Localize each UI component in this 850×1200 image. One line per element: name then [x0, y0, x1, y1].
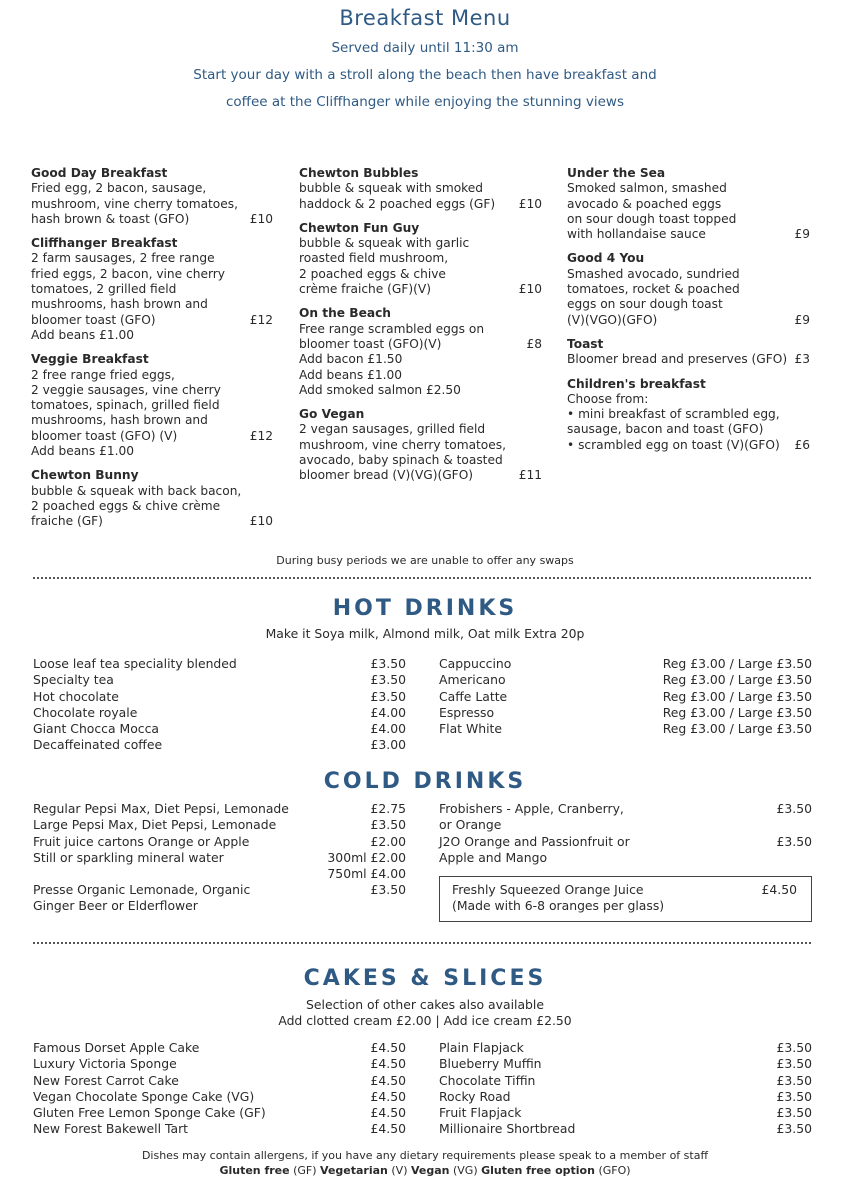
- item-name: Rocky Road: [439, 1088, 511, 1104]
- intro-line-1: Start your day with a stroll along the beach then have breakfast and: [193, 67, 657, 83]
- cold-drink-item: [439, 801, 812, 834]
- item-price: 300ml £2.00: [327, 849, 406, 865]
- cold-drinks-right: [439, 801, 812, 866]
- item-last-line: [567, 227, 810, 242]
- item-name: Blueberry Muffin: [439, 1056, 542, 1072]
- item-price: £4.50: [370, 1072, 406, 1088]
- item-name: Good Day Breakfast: [31, 166, 168, 180]
- breakfast-column-2: [299, 166, 542, 493]
- cold-drink-item: [439, 834, 812, 867]
- item-price: £3.50: [776, 1105, 812, 1121]
- item-name: Vegan Chocolate Sponge Cake (VG): [33, 1088, 255, 1104]
- item-price: £11: [518, 468, 542, 483]
- item-extra: Add beans £1.00: [31, 327, 135, 342]
- cake-row: [33, 1089, 406, 1105]
- item-name: Luxury Victoria Sponge: [33, 1056, 177, 1072]
- item-last-line: [567, 438, 810, 453]
- item-description: bloomer bread (V)(VG)(GFO): [299, 468, 474, 483]
- item-description: sausage, bacon and toast (GFO): [567, 422, 764, 437]
- menu-item: [299, 407, 542, 483]
- item-description: mushroom, vine cherry tomatoes,: [299, 437, 506, 452]
- cakes-left: [33, 1040, 406, 1138]
- item-description: tomatoes, 2 grilled field: [31, 282, 177, 297]
- item-name-cont: Apple and Mango: [439, 849, 548, 865]
- hot-drinks-title: HOT DRINKS: [332, 596, 518, 621]
- cold-drink-row: [439, 801, 812, 817]
- item-price: £12: [249, 428, 273, 443]
- item-name: Specialty tea: [33, 672, 114, 688]
- item-name: Good 4 You: [567, 251, 645, 266]
- cake-row: [439, 1040, 812, 1056]
- hot-drink-row: [33, 705, 406, 721]
- item-description: Smashed avocado, sundried: [567, 266, 740, 281]
- item-name: Caffe Latte: [439, 688, 508, 704]
- item-name: J2O Orange and Passionfruit or: [439, 833, 630, 849]
- item-last-line: [299, 282, 542, 297]
- presse-name-2: Ginger Beer or Elderflower: [33, 898, 198, 914]
- item-name: Chocolate royale: [33, 704, 138, 720]
- item-name: Large Pepsi Max, Diet Pepsi, Lemonade: [33, 817, 277, 833]
- item-description: hash brown & toast (GFO): [31, 211, 190, 226]
- cake-row: [439, 1056, 812, 1072]
- menu-item: [567, 251, 810, 327]
- item-description: fraiche (GF): [31, 514, 103, 529]
- menu-item: [567, 337, 810, 368]
- item-name: Chewton Fun Guy: [299, 220, 420, 235]
- item-description: bubble & squeak with smoked: [299, 181, 484, 196]
- item-description: 2 veggie sausages, vine cherry: [31, 382, 221, 397]
- cold-drink-row: [33, 850, 406, 866]
- allergy-note: Dishes may contain allergens, if you have any dietary requirements please speak to a member of staff: [141, 1149, 709, 1162]
- item-description: Fried egg, 2 bacon, sausage,: [31, 181, 207, 196]
- item-price: £8: [526, 336, 542, 351]
- cold-drink-row: [439, 834, 812, 850]
- item-name-cont: or Orange: [439, 817, 502, 833]
- milk-note: Make it Soya milk, Almond milk, Oat milk Extra 20p: [265, 626, 585, 641]
- presse-name-1: Presse Organic Lemonade, Organic: [33, 882, 251, 897]
- item-description: bubble & squeak with garlic: [299, 236, 470, 251]
- cake-row: [33, 1073, 406, 1089]
- item-description: avocado, baby spinach & toasted: [299, 453, 503, 468]
- cake-row: [439, 1073, 812, 1089]
- item-description: 2 poached eggs & chive: [299, 266, 446, 281]
- hot-drink-row: [33, 689, 406, 705]
- breakfast-column-3: [567, 166, 810, 462]
- item-price: £4.00: [370, 721, 406, 737]
- item-name: Gluten Free Lemon Sponge Cake (GF): [33, 1105, 266, 1121]
- breakfast-column-1: [31, 166, 273, 539]
- item-price: £3.50: [370, 672, 406, 688]
- menu-item: [31, 352, 273, 459]
- item-price: £3.50: [776, 1056, 812, 1072]
- intro-line-2: coffee at the Cliffhanger while enjoying the stunning views: [226, 94, 624, 110]
- item-name: Chewton Bubbles: [299, 166, 419, 180]
- orange-juice-box: [439, 876, 812, 922]
- item-price: £3.50: [776, 1072, 812, 1088]
- item-name: Giant Chocca Mocca: [33, 721, 160, 737]
- item-name: Regular Pepsi Max, Diet Pepsi, Lemonade: [33, 801, 289, 816]
- presse-item: [33, 882, 406, 915]
- item-price: £10: [518, 196, 542, 211]
- cake-row: [33, 1105, 406, 1121]
- item-extra: Add smoked salmon £2.50: [299, 382, 461, 397]
- swaps-note: During busy periods we are unable to offer any swaps: [276, 554, 574, 567]
- item-last-line: [31, 313, 273, 328]
- item-description: • mini breakfast of scrambled egg,: [567, 407, 780, 422]
- item-price: £4.50: [370, 1121, 406, 1137]
- item-description: Free range scrambled eggs on: [299, 321, 485, 336]
- item-price: £12: [249, 312, 273, 327]
- item-description: mushroom, vine cherry tomatoes,: [31, 196, 238, 211]
- item-price: £4.50: [370, 1088, 406, 1104]
- menu-item: [567, 377, 810, 453]
- item-name: Frobishers - Apple, Cranberry,: [439, 801, 624, 816]
- item-price: £3.50: [776, 801, 812, 816]
- key-label: Vegetarian: [320, 1164, 388, 1177]
- cakes-title: CAKES & SLICES: [303, 966, 547, 991]
- menu-item: [299, 166, 542, 212]
- item-price: £4.50: [370, 1105, 406, 1121]
- item-name: Chocolate Tiffin: [439, 1072, 536, 1088]
- item-last-line: [299, 337, 542, 352]
- item-description: avocado & poached eggs: [567, 196, 722, 211]
- divider: [33, 942, 811, 944]
- item-description: 2 poached eggs & chive crème: [31, 498, 221, 513]
- item-last-line: [31, 514, 273, 529]
- key-label: Gluten free option: [481, 1164, 595, 1177]
- item-last-line: [567, 313, 810, 328]
- key-code: (V): [391, 1164, 408, 1177]
- item-description: roasted field mushroom,: [299, 251, 449, 266]
- menu-item: [299, 221, 542, 297]
- cake-row: [439, 1089, 812, 1105]
- item-description: bloomer toast (GFO) (V): [31, 428, 178, 443]
- item-description: Bloomer bread and preserves (GFO): [567, 352, 788, 367]
- item-description: 2 free range fried eggs,: [31, 367, 175, 382]
- cold-drinks-title: COLD DRINKS: [323, 769, 527, 794]
- key-label: Gluten free: [219, 1164, 290, 1177]
- item-price: £2.00: [370, 833, 406, 849]
- item-price: £6: [794, 437, 810, 452]
- item-name: Fruit juice cartons Orange or Apple: [33, 833, 250, 849]
- hot-drink-row: [33, 737, 406, 753]
- hot-drink-row: [439, 672, 812, 688]
- item-price: £9: [794, 227, 810, 242]
- item-extra: Add beans £1.00: [299, 367, 403, 382]
- item-description: (V)(VGO)(GFO): [567, 312, 658, 327]
- item-description: 2 vegan sausages, grilled field: [299, 422, 486, 437]
- item-price: £10: [249, 211, 273, 226]
- item-price: £4.50: [370, 1056, 406, 1072]
- cakes-note-2: Add clotted cream £2.00 | Add ice cream £2.50: [278, 1013, 572, 1028]
- item-price: £3.50: [776, 1088, 812, 1104]
- item-description: mushrooms, hash brown and: [31, 297, 208, 312]
- item-description: tomatoes, rocket & poached: [567, 282, 740, 297]
- item-price: Reg £3.00 / Large £3.50: [662, 672, 812, 688]
- item-name: Veggie Breakfast: [31, 352, 149, 367]
- cold-drinks-left: [33, 801, 406, 882]
- hot-drink-row: [439, 705, 812, 721]
- item-price: £3.50: [370, 656, 406, 671]
- item-description: • scrambled egg on toast (V)(GFO): [567, 437, 780, 452]
- cold-drink-row: [33, 866, 406, 882]
- item-price: Reg £3.00 / Large £3.50: [662, 688, 812, 704]
- cold-drink-row: [33, 834, 406, 850]
- item-name: Loose leaf tea speciality blended: [33, 656, 237, 671]
- item-description: with hollandaise sauce: [567, 227, 706, 242]
- cake-row: [33, 1121, 406, 1137]
- hot-drink-row: [33, 721, 406, 737]
- menu-item: [567, 166, 810, 242]
- item-name: Espresso: [439, 704, 495, 720]
- item-name: Millionaire Shortbread: [439, 1121, 576, 1137]
- item-price: £10: [249, 514, 273, 529]
- item-last-line: [299, 197, 542, 212]
- item-name: Toast: [567, 336, 604, 351]
- cake-row: [33, 1056, 406, 1072]
- hot-drinks-left: [33, 656, 406, 754]
- item-description: crème fraiche (GF)(V): [299, 282, 431, 297]
- item-last-line: [567, 352, 810, 367]
- item-last-line: [31, 212, 273, 227]
- menu-title: Breakfast Menu: [339, 6, 511, 30]
- item-price: £2.75: [370, 801, 406, 816]
- item-description: tomatoes, spinach, grilled field: [31, 398, 220, 413]
- item-name: Chewton Bunny: [31, 468, 139, 483]
- item-price: Reg £3.00 / Large £3.50: [662, 704, 812, 720]
- item-price: £4.50: [370, 1040, 406, 1055]
- item-name: Go Vegan: [299, 407, 365, 422]
- key-code: (VG): [452, 1164, 478, 1177]
- served-times: Served daily until 11:30 am: [331, 40, 519, 56]
- hot-drink-row: [33, 656, 406, 672]
- menu-item: [31, 166, 273, 227]
- item-name: Plain Flapjack: [439, 1040, 524, 1055]
- hot-drinks-right: [439, 656, 812, 737]
- item-name: New Forest Bakewell Tart: [33, 1121, 189, 1137]
- item-last-line: [299, 468, 542, 483]
- item-description: 2 farm sausages, 2 free range: [31, 251, 215, 266]
- item-name: Fruit Flapjack: [439, 1105, 522, 1121]
- item-description: haddock & 2 poached eggs (GF): [299, 196, 496, 211]
- item-name: Flat White: [439, 721, 502, 737]
- item-price: 750ml £4.00: [327, 866, 406, 882]
- item-name: Famous Dorset Apple Cake: [33, 1040, 200, 1055]
- item-price: Reg £3.00 / Large £3.50: [662, 656, 812, 671]
- hot-drink-row: [33, 672, 406, 688]
- item-price: £3.50: [776, 1040, 812, 1055]
- item-description: fried eggs, 2 bacon, vine cherry: [31, 266, 225, 281]
- item-name: New Forest Carrot Cake: [33, 1072, 179, 1088]
- item-extra: Add beans £1.00: [31, 444, 135, 459]
- key-label: Vegan: [410, 1164, 450, 1177]
- item-name: Americano: [439, 672, 506, 688]
- item-name: Cappuccino: [439, 656, 512, 671]
- cold-drink-row: [33, 801, 406, 817]
- cake-row: [33, 1040, 406, 1056]
- cold-drink-row: [33, 817, 406, 833]
- item-name: Cliffhanger Breakfast: [31, 236, 178, 251]
- item-price: £3.00: [370, 737, 406, 753]
- item-extra: Add bacon £1.50: [299, 352, 403, 367]
- oj-note: (Made with 6-8 oranges per glass): [452, 898, 665, 914]
- presse-price: £3.50: [370, 882, 406, 897]
- oj-name: Freshly Squeezed Orange Juice: [452, 882, 644, 897]
- hot-drink-row: [439, 721, 812, 737]
- key-code: (GFO): [598, 1164, 631, 1177]
- item-last-line: [31, 429, 273, 444]
- item-description: Choose from:: [567, 391, 649, 406]
- item-price: £4.00: [370, 704, 406, 720]
- item-description: eggs on sour dough toast: [567, 297, 723, 312]
- item-name: On the Beach: [299, 306, 391, 321]
- cake-row: [439, 1121, 812, 1137]
- item-price: £9: [794, 312, 810, 327]
- item-name: Decaffeinated coffee: [33, 737, 163, 753]
- divider: [33, 577, 811, 579]
- item-price: £10: [518, 282, 542, 297]
- item-name: Still or sparkling mineral water: [33, 849, 224, 865]
- item-name: Hot chocolate: [33, 688, 119, 704]
- hot-drink-row: [439, 689, 812, 705]
- menu-item: [31, 468, 273, 529]
- item-price: £3.50: [370, 688, 406, 704]
- item-description: Smoked salmon, smashed: [567, 181, 727, 196]
- item-price: £3: [794, 352, 810, 367]
- cake-row: [439, 1105, 812, 1121]
- item-price: £3.50: [776, 833, 812, 849]
- oj-price: £4.50: [761, 882, 797, 897]
- item-price: £3.50: [370, 817, 406, 833]
- dietary-key: [0, 1164, 850, 1177]
- item-description: mushrooms, hash brown and: [31, 413, 208, 428]
- key-code: (GF): [293, 1164, 317, 1177]
- item-name: Children's breakfast: [567, 376, 706, 391]
- item-price: £3.50: [776, 1121, 812, 1137]
- item-description: on sour dough toast topped: [567, 211, 737, 226]
- item-description: bubble & squeak with back bacon,: [31, 483, 242, 498]
- item-description: bloomer toast (GFO)(V): [299, 336, 442, 351]
- item-price: Reg £3.00 / Large £3.50: [662, 721, 812, 737]
- hot-drink-row: [439, 656, 812, 672]
- cakes-note-1: Selection of other cakes also available: [306, 997, 544, 1012]
- item-name: Under the Sea: [567, 166, 666, 180]
- item-description: bloomer toast (GFO): [31, 312, 156, 327]
- menu-item: [31, 236, 273, 343]
- cakes-right: [439, 1040, 812, 1138]
- menu-item: [299, 306, 542, 398]
